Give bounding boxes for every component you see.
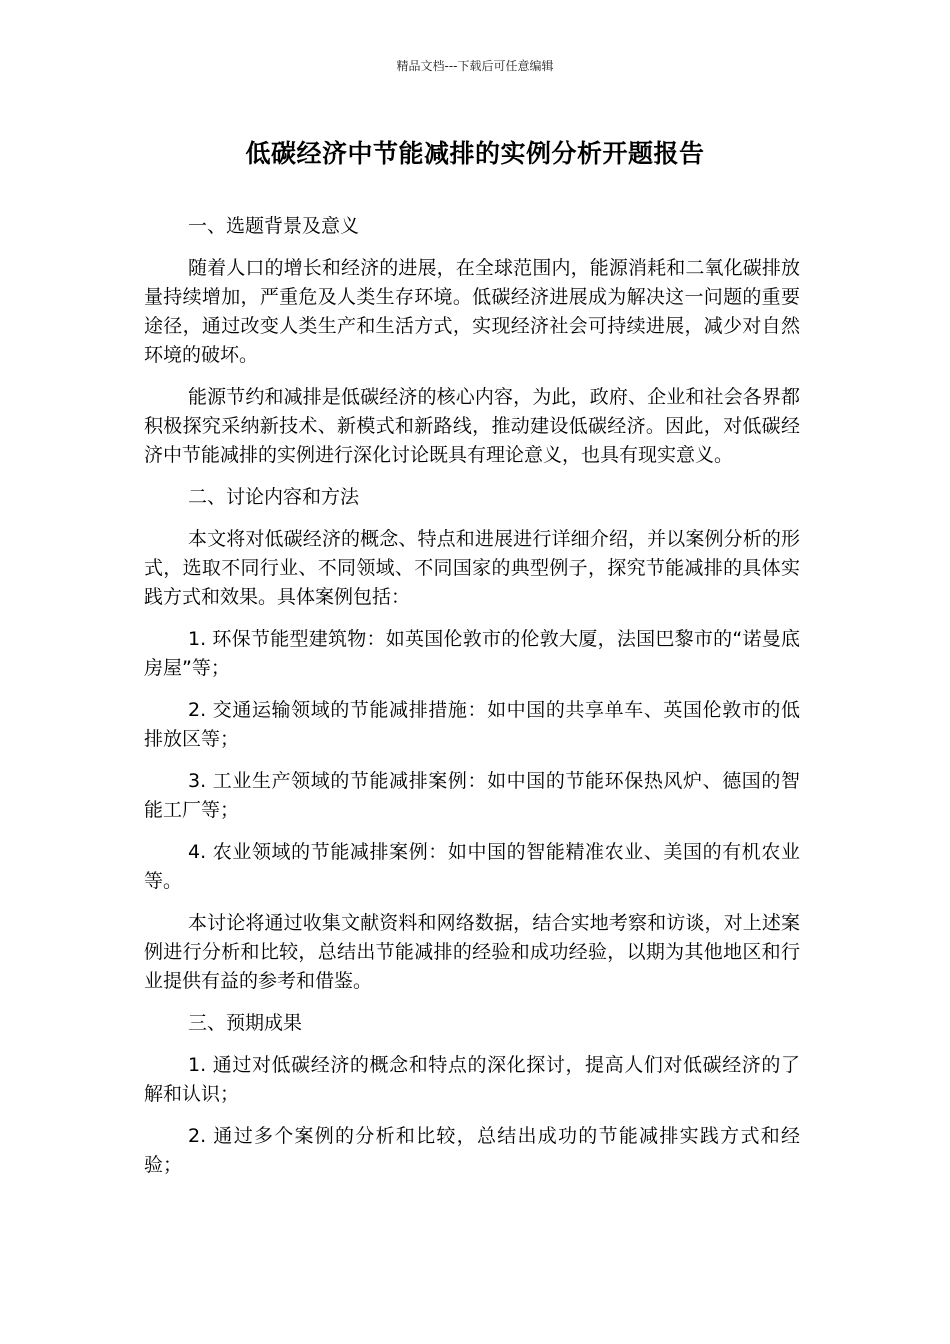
- case-item-1: 1. 环保节能型建筑物：如英国伦敦市的伦敦大厦，法国巴黎市的“诺曼底房屋”等；: [144, 628, 800, 679]
- paragraph-background-1: 随着人口的增长和经济的进展，在全球范围内，能源消耗和二氧化碳排放量持续增加，严重危及人类生存环境。低碳经济进展成为解决这一问题的重要途径，通过改变人类生产和生活方式，实现经济社会可持续进展，减少对自然环境的破坏。: [144, 257, 800, 366]
- page-header-note: 精品文档---下载后可任意编辑: [396, 59, 554, 73]
- expected-result-1: 1. 通过对低碳经济的概念和特点的深化探讨，提高人们对低碳经济的了解和认识；: [144, 1054, 800, 1105]
- document-body: [144, 212, 800, 1193]
- case-item-3: 3. 工业生产领域的节能减排案例：如中国的节能环保热风炉、德国的智能工厂等；: [144, 770, 800, 821]
- expected-result-2: 2. 通过多个案例的分析和比较，总结出成功的节能减排实践方式和经验；: [144, 1125, 800, 1176]
- document-title: 低碳经济中节能减排的实例分析开题报告: [245, 139, 705, 168]
- case-item-4: 4. 农业领域的节能减排案例：如中国的智能精准农业、美国的有机农业等。: [144, 841, 800, 892]
- paragraph-background-2: 能源节约和减排是低碳经济的核心内容，为此，政府、企业和社会各界都积极探究采纳新技术、新模式和新路线，推动建设低碳经济。因此，对低碳经济中节能减排的实例进行深化讨论既具有理论意义，也具有现实意义。: [144, 386, 800, 466]
- section-heading-expected-results: 三、预期成果: [188, 1012, 303, 1034]
- section-heading-background: 一、选题背景及意义: [188, 215, 360, 237]
- paragraph-research-method: 本讨论将通过收集文献资料和网络数据，结合实地考察和访谈，对上述案例进行分析和比较，总结出节能减排的经验和成功经验，以期为其他地区和行业提供有益的参考和借鉴。: [144, 912, 800, 992]
- case-item-2: 2. 交通运输领域的节能减排措施：如中国的共享单车、英国伦敦市的低排放区等；: [144, 699, 800, 750]
- paragraph-content-intro: 本文将对低碳经济的概念、特点和进展进行详细介绍，并以案例分析的形式，选取不同行业、不同领域、不同国家的典型例子，探究节能减排的具体实践方式和效果。具体案例包括：: [144, 528, 800, 608]
- section-heading-content-methods: 二、讨论内容和方法: [188, 486, 360, 508]
